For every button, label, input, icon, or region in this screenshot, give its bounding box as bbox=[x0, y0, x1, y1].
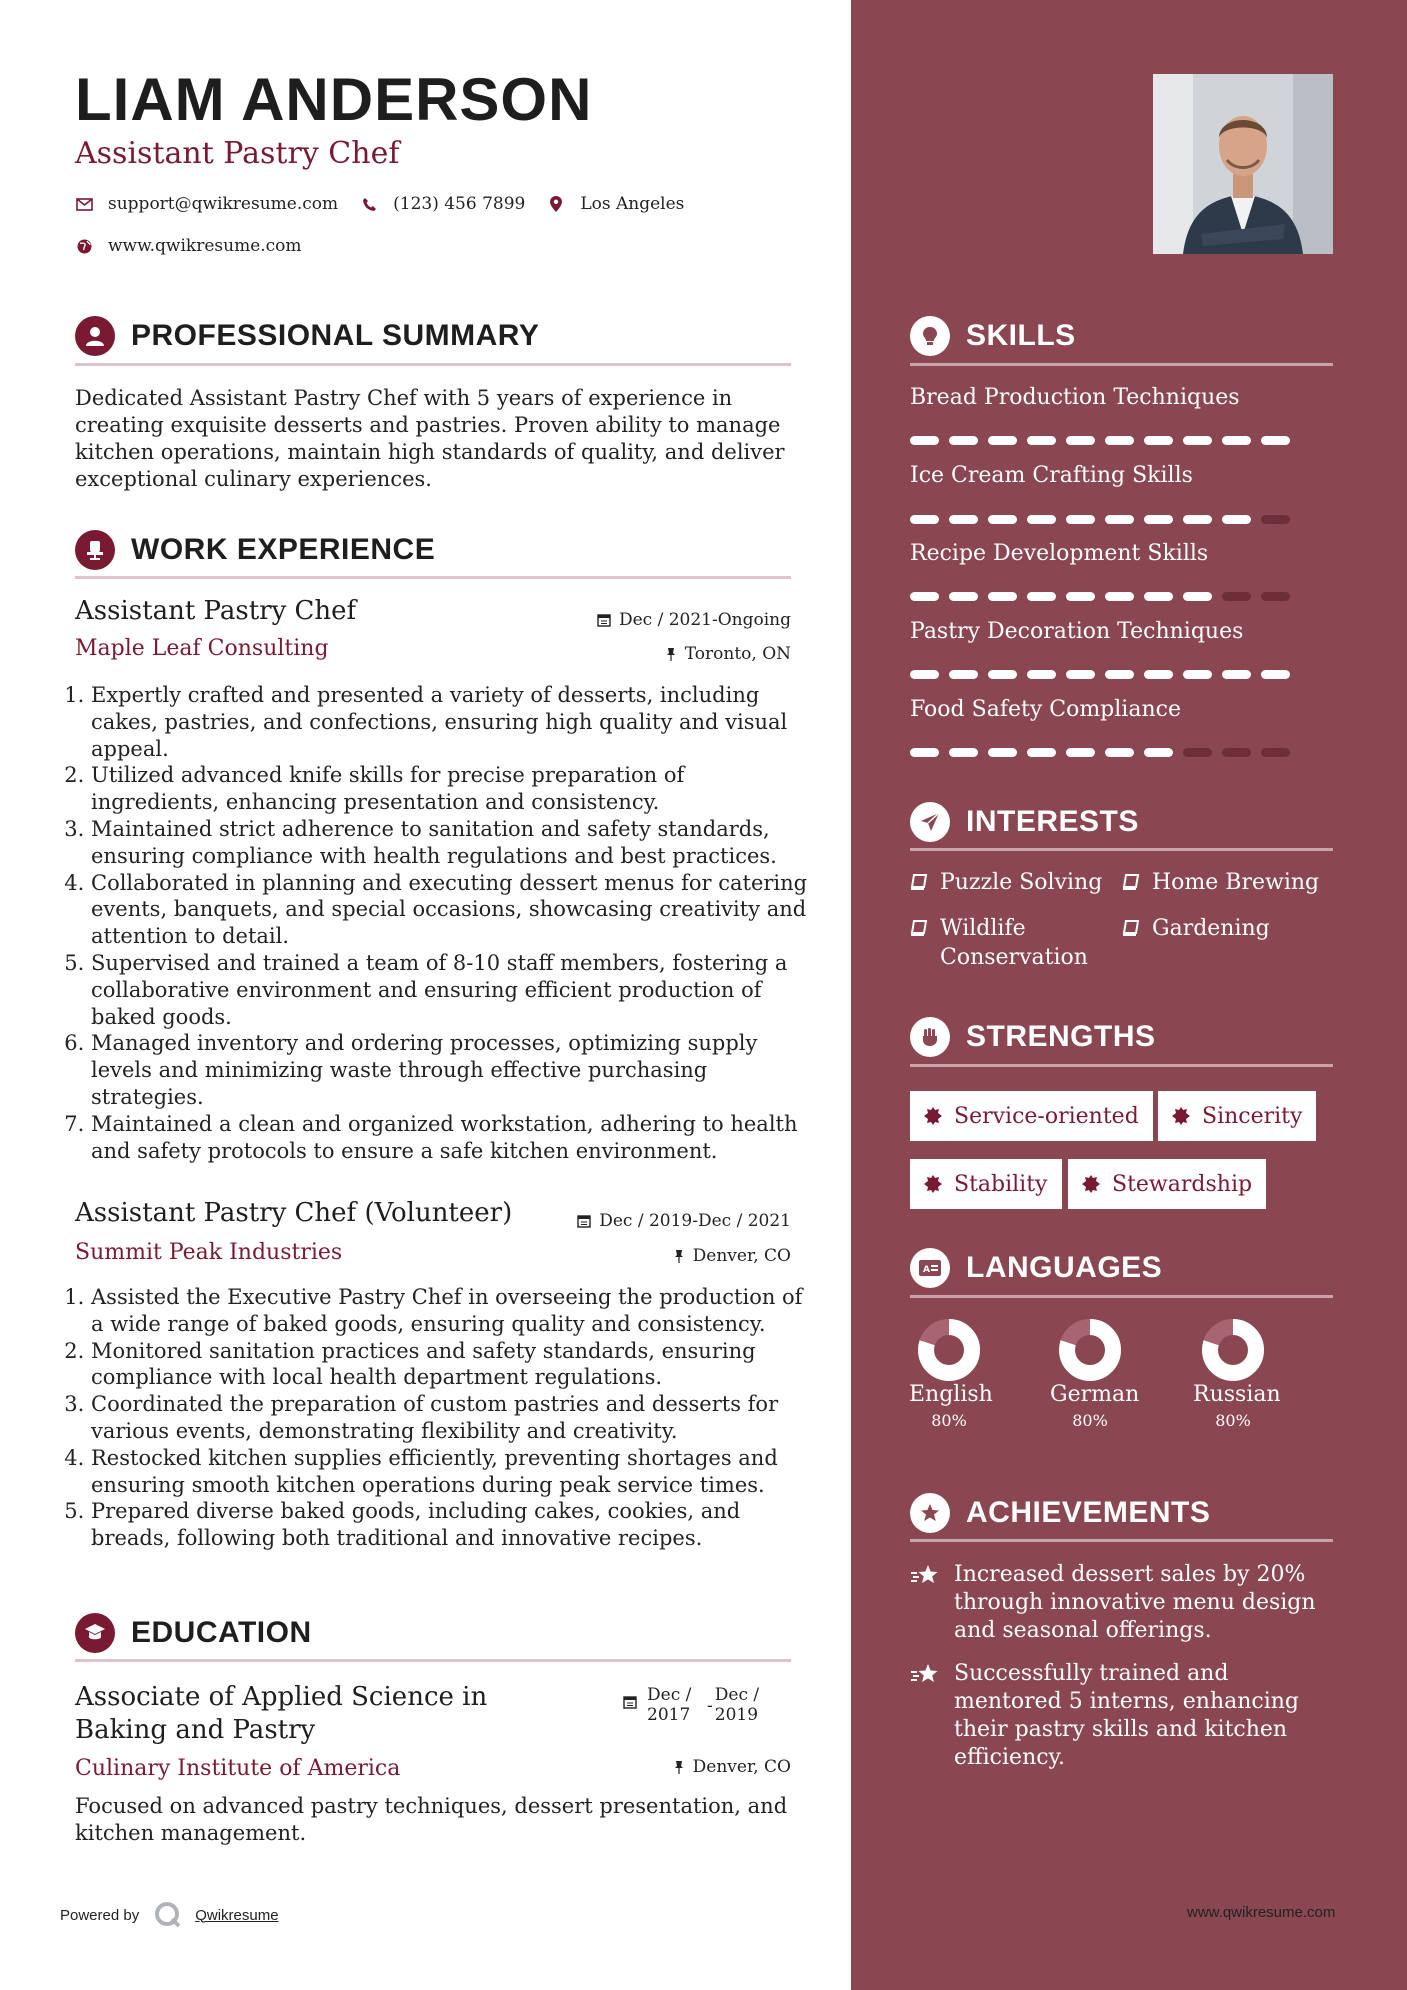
map-marker-icon bbox=[547, 195, 565, 213]
skill-name: Food Safety Compliance bbox=[910, 697, 1181, 722]
achievements-divider bbox=[910, 1539, 1333, 1542]
language-donut bbox=[1058, 1318, 1122, 1382]
skill-dash bbox=[910, 515, 939, 524]
footer-website[interactable]: www.qwikresume.com bbox=[1187, 1904, 1336, 1921]
candidate-name: LIAM ANDERSON bbox=[75, 66, 593, 133]
language-donut bbox=[1201, 1318, 1265, 1382]
job-1-company: Maple Leaf Consulting bbox=[75, 636, 329, 661]
book-icon bbox=[1122, 919, 1140, 937]
skill-dash bbox=[1144, 592, 1173, 601]
interest-item: Home Brewing bbox=[1122, 868, 1319, 897]
certificate-icon bbox=[1172, 1107, 1190, 1125]
strengths-heading: STRENGTHS bbox=[966, 1020, 1156, 1053]
skill-dash bbox=[949, 748, 978, 757]
skill-dash bbox=[910, 592, 939, 601]
skill-dash bbox=[1261, 670, 1290, 679]
achievements-section-header bbox=[910, 1493, 1210, 1533]
pin-icon bbox=[673, 1249, 685, 1263]
skill-dash bbox=[1222, 748, 1251, 757]
language-item: German 80% bbox=[1050, 1318, 1130, 1430]
skill-dash bbox=[910, 436, 939, 445]
website-row bbox=[75, 236, 324, 256]
brand-link[interactable]: Qwikresume bbox=[195, 1906, 279, 1924]
pin-icon bbox=[673, 1760, 685, 1774]
website[interactable]: www.qwikresume.com bbox=[108, 236, 302, 256]
skill-rating bbox=[910, 670, 1300, 679]
graduation-cap-icon bbox=[75, 1613, 115, 1653]
skill-dash bbox=[1144, 748, 1173, 757]
skill-dash bbox=[910, 748, 939, 757]
job-2-company: Summit Peak Industries bbox=[75, 1240, 343, 1265]
paper-plane-icon bbox=[910, 802, 950, 842]
summary-heading: PROFESSIONAL SUMMARY bbox=[131, 319, 540, 352]
skill-dash bbox=[1222, 436, 1251, 445]
strengths-section-header bbox=[910, 1017, 1156, 1057]
job-title-header: Assistant Pastry Chef bbox=[75, 136, 400, 171]
fist-icon bbox=[910, 1017, 950, 1057]
skill-dash bbox=[1066, 515, 1095, 524]
skill-dash bbox=[1027, 515, 1056, 524]
user-icon bbox=[75, 316, 115, 356]
job-1-title: Assistant Pastry Chef bbox=[75, 596, 357, 626]
school: Culinary Institute of America bbox=[75, 1756, 401, 1781]
experience-divider bbox=[75, 576, 791, 579]
star-badge-icon bbox=[910, 1493, 950, 1533]
pin-icon bbox=[665, 647, 677, 661]
list-item: 2. Utilized advanced knife skills for precise preparation of ingredients, enhancing presentation and consistency. bbox=[91, 762, 809, 816]
globe-icon bbox=[75, 237, 93, 255]
skills-heading: SKILLS bbox=[966, 319, 1076, 352]
list-item: 2. Monitored sanitation practices and safety standards, ensuring compliance with local health department regulations. bbox=[91, 1338, 809, 1392]
skill-dash bbox=[1027, 670, 1056, 679]
email[interactable]: support@qwikresume.com bbox=[108, 194, 339, 214]
briefcase-icon bbox=[75, 530, 115, 570]
strength-badge: Stability bbox=[910, 1159, 1062, 1209]
certificate-icon bbox=[924, 1175, 942, 1193]
list-item: 3. Maintained strict adherence to sanitation and safety standards, ensuring compliance with health regulations and best practices. bbox=[91, 816, 809, 870]
envelope-icon bbox=[75, 195, 93, 213]
skill-name: Pastry Decoration Techniques bbox=[910, 619, 1244, 644]
skill-dash bbox=[1183, 670, 1212, 679]
job-1-dates: Dec / 2021-Ongoing bbox=[597, 610, 791, 630]
skill-dash bbox=[988, 670, 1017, 679]
experience-section-header bbox=[75, 530, 435, 570]
education-heading: EDUCATION bbox=[131, 1616, 312, 1649]
degree: Associate of Applied Science in Baking and Pastry bbox=[75, 1682, 488, 1745]
skill-dash bbox=[1144, 515, 1173, 524]
interests-section-header bbox=[910, 802, 1139, 842]
interests-divider bbox=[910, 848, 1333, 851]
achievement-item: Increased dessert sales by 20% through innovative menu design and seasonal offerings. bbox=[910, 1561, 1333, 1645]
lightbulb-icon bbox=[910, 316, 950, 356]
skill-dash bbox=[1066, 748, 1095, 757]
profile-photo bbox=[1153, 74, 1333, 254]
education-section-header bbox=[75, 1613, 312, 1653]
list-item: 5. Prepared diverse baked goods, including cakes, cookies, and breads, following both traditional and innovative recipes. bbox=[91, 1498, 809, 1552]
skill-dash bbox=[1066, 670, 1095, 679]
skill-dash bbox=[1066, 436, 1095, 445]
achievements-heading: ACHIEVEMENTS bbox=[966, 1496, 1211, 1529]
summary-divider bbox=[75, 363, 791, 366]
skill-rating bbox=[910, 748, 1300, 757]
footer-powered-by: Powered by Qwikresume bbox=[60, 1900, 279, 1930]
skill-dash bbox=[1222, 515, 1251, 524]
list-item: 4. Restocked kitchen supplies efficiently, preventing shortages and ensuring smooth kitchen operations during peak service times. bbox=[91, 1445, 809, 1499]
achievement-item: Successfully trained and mentored 5 interns, enhancing their pastry skills and kitchen efficiency. bbox=[910, 1660, 1333, 1772]
skill-dash bbox=[1183, 748, 1212, 757]
phone-icon bbox=[360, 195, 378, 213]
calendar-icon bbox=[597, 613, 611, 627]
skill-name: Bread Production Techniques bbox=[910, 385, 1240, 410]
skill-dash bbox=[1222, 592, 1251, 601]
skill-dash bbox=[1144, 436, 1173, 445]
skill-dash bbox=[1183, 515, 1212, 524]
calendar-icon bbox=[577, 1214, 591, 1228]
languages-section-header bbox=[910, 1248, 1162, 1288]
interest-item: Gardening bbox=[1122, 914, 1270, 943]
skill-dash bbox=[1027, 748, 1056, 757]
skills-divider bbox=[910, 363, 1333, 366]
skill-dash bbox=[1105, 436, 1134, 445]
book-icon bbox=[910, 919, 928, 937]
language-item: Russian 80% bbox=[1193, 1318, 1273, 1430]
book-icon bbox=[1122, 873, 1140, 891]
skill-dash bbox=[1183, 592, 1212, 601]
skill-dash bbox=[1144, 670, 1173, 679]
interest-item: Wildlife Conservation bbox=[910, 914, 1100, 972]
job-2-location: Denver, CO bbox=[673, 1246, 791, 1266]
strength-badge: Stewardship bbox=[1068, 1159, 1266, 1209]
skill-dash bbox=[949, 436, 978, 445]
job-2-title: Assistant Pastry Chef (Volunteer) bbox=[75, 1198, 513, 1228]
list-item: 4. Collaborated in planning and executing dessert menus for catering events, banquets, and special occasions, showcasing creativity and attention to detail. bbox=[91, 870, 809, 950]
skill-dash bbox=[1105, 515, 1134, 524]
location: Los Angeles bbox=[580, 194, 685, 214]
summary-text: Dedicated Assistant Pastry Chef with 5 years of experience in creating exquisite desserts and pastries. Proven ability to manage kitchen operations, maintain high standards of quality, and deliver exceptional culinary experiences. bbox=[75, 386, 785, 491]
languages-heading: LANGUAGES bbox=[966, 1251, 1163, 1284]
strength-badge: Sincerity bbox=[1158, 1091, 1316, 1141]
skill-dash bbox=[988, 515, 1017, 524]
skill-rating bbox=[910, 515, 1300, 524]
list-item: 7. Maintained a clean and organized workstation, adhering to health and safety protocols to ensure a safe kitchen environment. bbox=[91, 1111, 809, 1165]
list-item: 5. Supervised and trained a team of 8-10 staff members, fostering a collaborative environment and ensuring efficient production of baked goods. bbox=[91, 950, 809, 1030]
list-item: 6. Managed inventory and ordering processes, optimizing supply levels and minimizing waste through effective purchasing strategies. bbox=[91, 1030, 809, 1110]
skill-dash bbox=[1105, 670, 1134, 679]
languages-divider bbox=[910, 1295, 1333, 1298]
interest-item: Puzzle Solving bbox=[910, 868, 1102, 897]
skill-dash bbox=[1027, 436, 1056, 445]
education-dates: Dec / 2017 - Dec / 2019 bbox=[623, 1685, 759, 1725]
skill-dash bbox=[1183, 436, 1212, 445]
job-2-duties bbox=[73, 1284, 809, 1552]
skill-rating bbox=[910, 436, 1300, 445]
skill-dash bbox=[1105, 592, 1134, 601]
skill-dash bbox=[1105, 748, 1134, 757]
summary-section-header bbox=[75, 316, 539, 356]
calendar-icon bbox=[623, 1695, 637, 1709]
interests-heading: INTERESTS bbox=[966, 805, 1139, 838]
list-item: 1. Expertly crafted and presented a variety of desserts, including cakes, pastries, and confections, ensuring high quality and visual appeal. bbox=[91, 682, 809, 762]
skill-dash bbox=[910, 670, 939, 679]
education-description: Focused on advanced pastry techniques, dessert presentation, and kitchen management. bbox=[75, 1794, 788, 1845]
experience-heading: WORK EXPERIENCE bbox=[131, 533, 436, 566]
education-divider bbox=[75, 1659, 791, 1662]
skills-section-header bbox=[910, 316, 1076, 356]
skill-dash bbox=[949, 670, 978, 679]
list-item: 3. Coordinated the preparation of custom pastries and desserts for various events, demonstrating flexibility and creativity. bbox=[91, 1391, 809, 1445]
certificate-icon bbox=[924, 1107, 942, 1125]
list-item: 1. Assisted the Executive Pastry Chef in overseeing the production of a wide range of baked goods, ensuring quality and consistency. bbox=[91, 1284, 809, 1338]
skill-rating bbox=[910, 592, 1300, 601]
job-2-dates: Dec / 2019-Dec / 2021 bbox=[577, 1211, 791, 1231]
star-icon bbox=[910, 1563, 942, 1589]
strength-badge: Service-oriented bbox=[910, 1091, 1153, 1141]
skill-dash bbox=[949, 592, 978, 601]
skill-dash bbox=[988, 592, 1017, 601]
skill-name: Recipe Development Skills bbox=[910, 541, 1209, 566]
language-icon bbox=[910, 1248, 950, 1288]
job-1-duties bbox=[73, 682, 809, 1164]
job-1-location: Toronto, ON bbox=[665, 644, 791, 664]
skill-dash bbox=[1261, 748, 1290, 757]
skill-dash bbox=[1027, 592, 1056, 601]
book-icon bbox=[910, 873, 928, 891]
certificate-icon bbox=[1082, 1175, 1100, 1193]
star-icon bbox=[910, 1662, 942, 1688]
skill-dash bbox=[949, 515, 978, 524]
skill-dash bbox=[1066, 592, 1095, 601]
skill-dash bbox=[1222, 670, 1251, 679]
language-donut bbox=[917, 1318, 981, 1382]
skill-dash bbox=[1261, 592, 1290, 601]
skill-dash bbox=[988, 748, 1017, 757]
skill-dash bbox=[1261, 436, 1290, 445]
skill-dash bbox=[988, 436, 1017, 445]
svg-text:A: A bbox=[923, 1265, 930, 1275]
language-item: English 80% bbox=[909, 1318, 989, 1430]
phone[interactable]: (123) 456 7899 bbox=[393, 194, 526, 214]
skill-name: Ice Cream Crafting Skills bbox=[910, 463, 1193, 488]
education-location: Denver, CO bbox=[673, 1757, 791, 1777]
skill-dash bbox=[1261, 515, 1290, 524]
strengths-divider bbox=[910, 1064, 1333, 1067]
qwikresume-logo-icon bbox=[153, 1900, 183, 1930]
contact-row bbox=[75, 194, 706, 214]
